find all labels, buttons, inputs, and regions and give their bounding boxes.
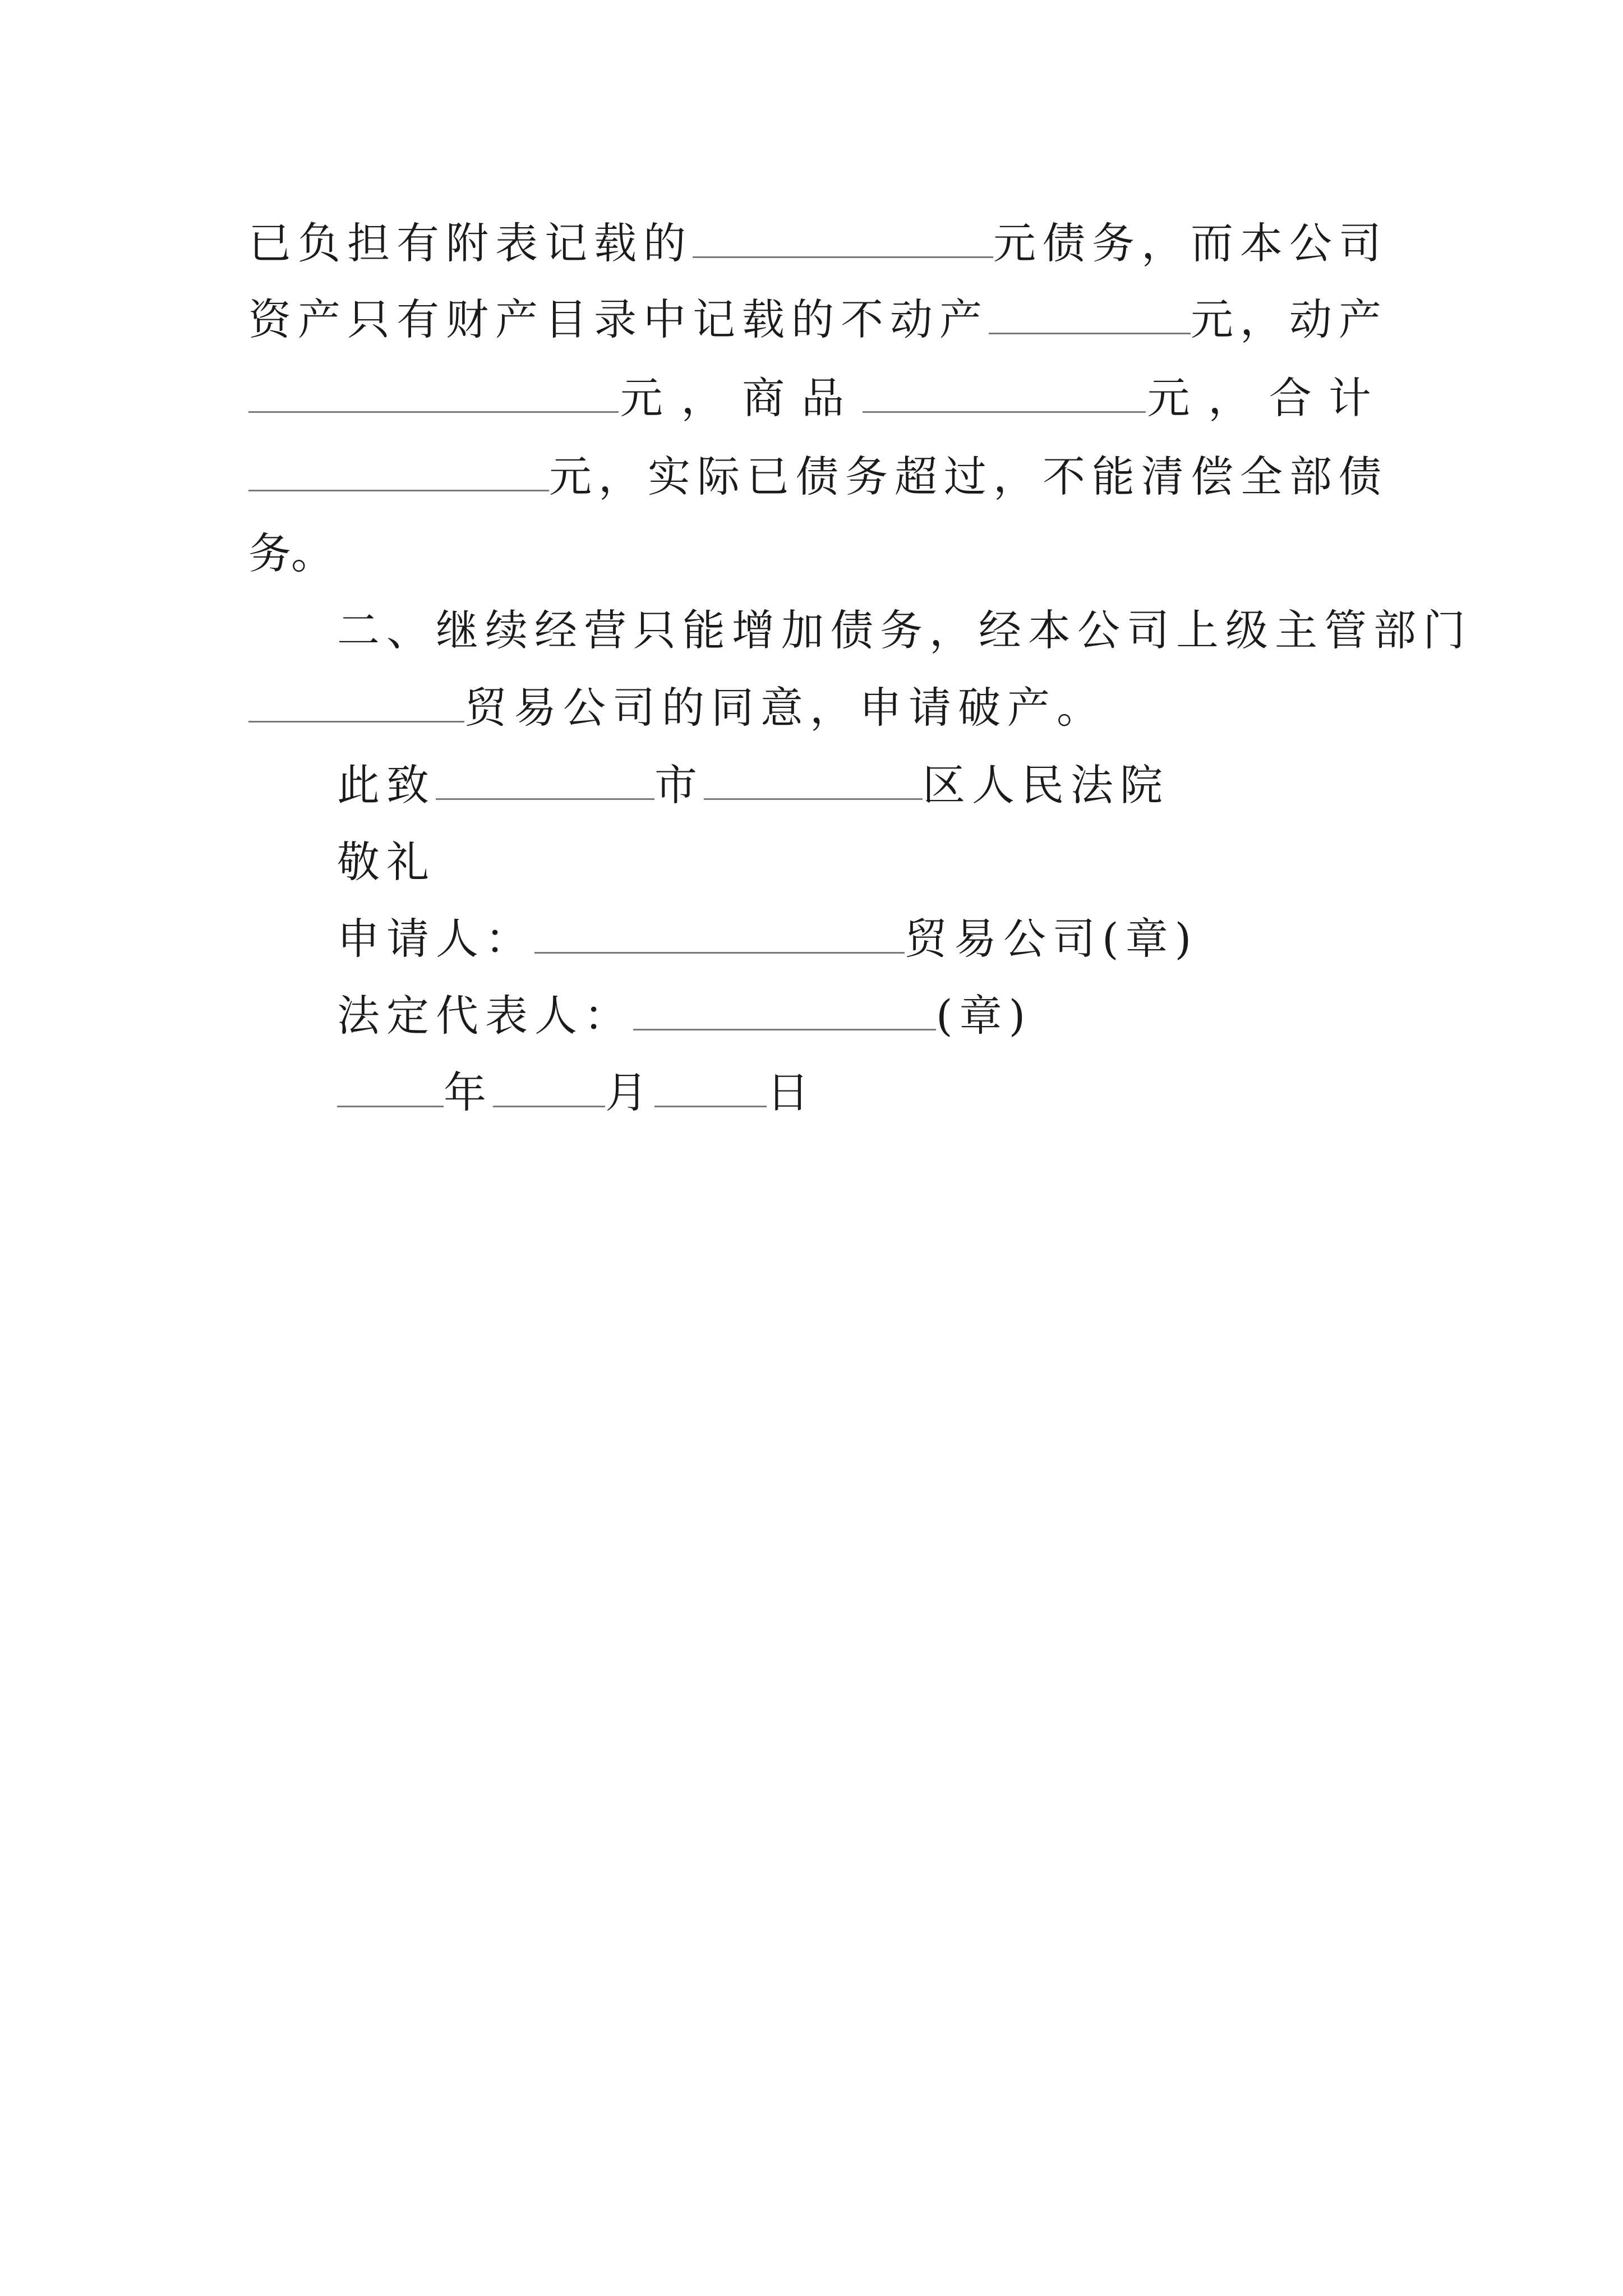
text-paragraph2-end: 贸易公司的同意，申请破产。 xyxy=(464,683,1106,733)
blank-goods-amount[interactable] xyxy=(863,379,1146,413)
text-regards: 敬礼 xyxy=(337,837,436,887)
addressee-line xyxy=(337,746,1388,825)
text-legal-rep-suffix: (章) xyxy=(936,991,1032,1041)
text-total: 合计 xyxy=(1269,373,1388,423)
body-line-4 xyxy=(248,438,1388,516)
legal-rep-line xyxy=(337,977,1388,1055)
text-movable-prefix: 元，动产 xyxy=(1191,295,1388,344)
text-debt-prefix: 已负担有附表记载的 xyxy=(248,218,693,268)
body-line-1 xyxy=(248,204,1388,283)
text-yuan-2: 元 xyxy=(1147,373,1207,423)
text-debt-suffix: 元债务，而本公司 xyxy=(993,218,1388,268)
text-applicant-label: 申请人： xyxy=(337,914,534,964)
body-line-7 xyxy=(248,669,1388,747)
text-yuan-1: 元 xyxy=(620,373,680,423)
text-goods: 商品 xyxy=(742,373,861,423)
text-month: 月 xyxy=(605,1068,654,1117)
blank-city[interactable] xyxy=(436,766,654,800)
blank-applicant[interactable] xyxy=(534,920,905,954)
regards-line xyxy=(337,823,1388,901)
text-to-prefix: 此致 xyxy=(337,760,436,810)
text-real-estate-prefix: 资产只有财产目录中记载的不动产 xyxy=(248,295,989,344)
blank-year[interactable] xyxy=(337,1074,444,1107)
text-applicant-suffix: 贸易公司(章) xyxy=(905,914,1198,964)
text-comma-1: ， xyxy=(681,373,741,423)
text-day: 日 xyxy=(767,1068,816,1117)
text-insolvency: 元，实际已债务超过，不能清偿全部债 xyxy=(549,452,1388,501)
blank-debt-amount[interactable] xyxy=(693,224,993,258)
body-line-6 xyxy=(337,591,1472,670)
applicant-line xyxy=(337,900,1388,978)
text-city-suffix: 市 xyxy=(654,760,704,810)
blank-legal-rep[interactable] xyxy=(633,997,936,1030)
text-paragraph2-start: 二、继续经营只能增加债务，经本公司上级主管部门 xyxy=(337,605,1472,655)
body-line-3 xyxy=(248,359,1388,438)
body-line-2 xyxy=(248,280,1388,359)
blank-day[interactable] xyxy=(654,1074,767,1107)
blank-real-estate-amount[interactable] xyxy=(989,301,1191,334)
blank-movable-amount[interactable] xyxy=(248,379,619,413)
blank-total-amount[interactable] xyxy=(248,458,549,491)
text-court-suffix: 区人民法院 xyxy=(923,760,1169,810)
body-line-5 xyxy=(248,514,1388,593)
text-legal-rep-label: 法定代表人： xyxy=(337,991,633,1041)
text-year: 年 xyxy=(444,1068,493,1117)
blank-district[interactable] xyxy=(704,766,923,800)
text-comma-2: ， xyxy=(1208,373,1268,423)
blank-month[interactable] xyxy=(493,1074,605,1107)
text-paragraph1-end: 务。 xyxy=(248,528,334,578)
blank-trade-company[interactable] xyxy=(248,689,464,723)
date-line xyxy=(337,1053,1388,1132)
